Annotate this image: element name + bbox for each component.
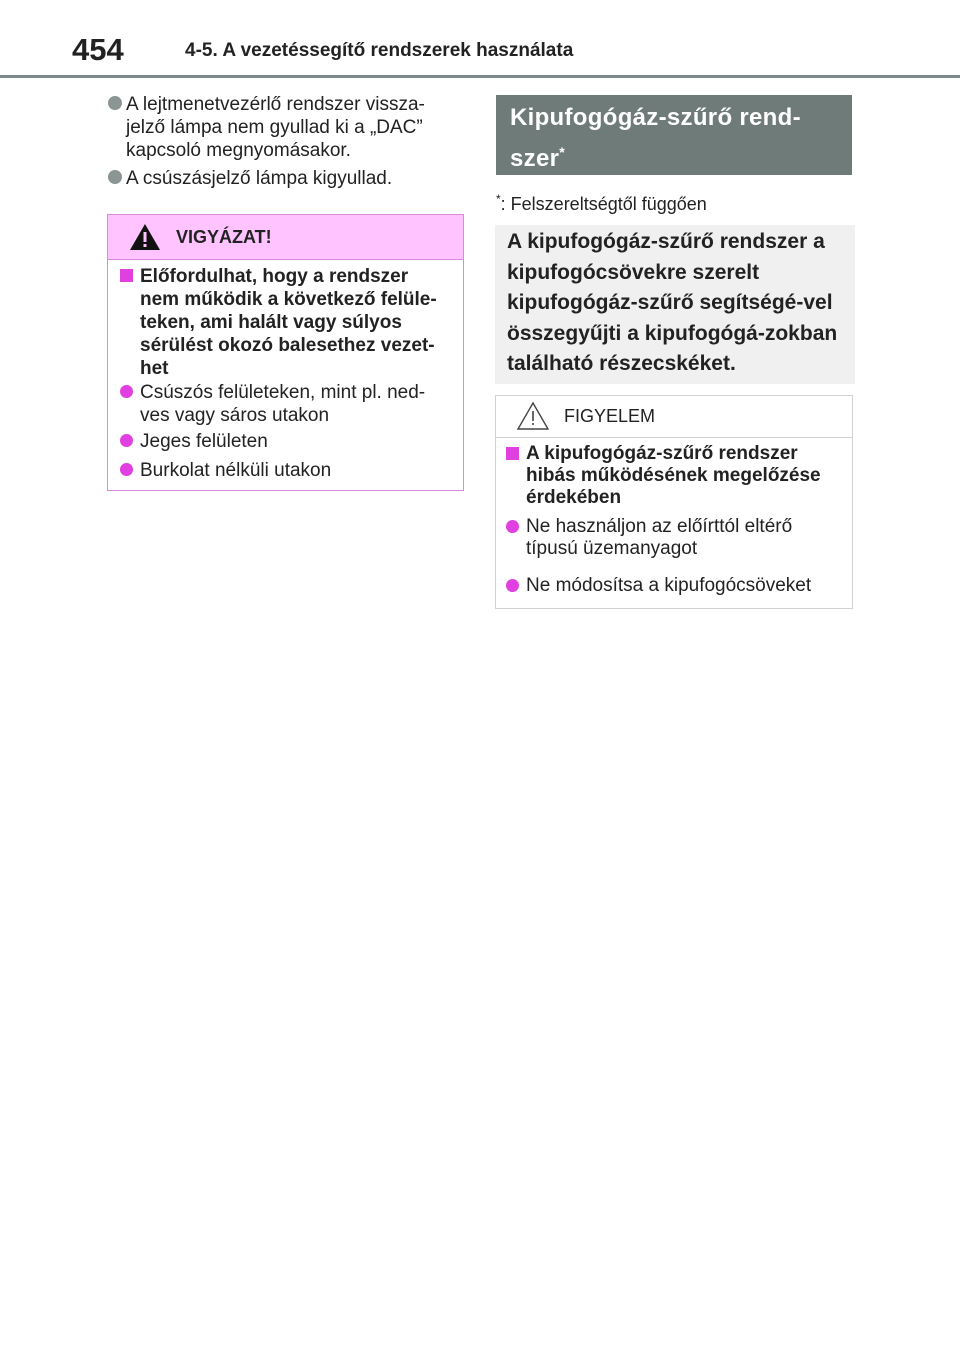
section-title-text: szer xyxy=(510,145,560,172)
section-heading xyxy=(496,95,852,175)
chapter-title: 4-5. A vezetéssegítő rendszerek használata xyxy=(185,40,574,61)
list-item xyxy=(506,575,836,597)
caution-heading xyxy=(120,265,450,380)
list-item xyxy=(120,430,450,453)
bullet-icon xyxy=(120,385,133,398)
warning-triangle-icon xyxy=(516,401,550,431)
caution-heading-text: Előfordulhat, hogy a rendszer nem működik a következő felüle-teken, ami halált vagy súlyos sérülést okozó balesethez vezet-het xyxy=(140,266,437,379)
caution-title: VIGYÁZAT! xyxy=(176,227,272,247)
list-item xyxy=(120,381,450,427)
bullet-icon xyxy=(120,463,133,476)
list-item-text: Burkolat nélküli utakon xyxy=(140,460,332,481)
list-item-text: A csúszásjelző lámpa kigyullad. xyxy=(126,168,393,189)
bullet-icon xyxy=(120,434,133,447)
section-title-line2 xyxy=(510,135,838,176)
summary-text: A kipufogógáz-szűrő rendszer a kipufogócsövekre szerelt kipufogógáz-szűrő segítségé-vel összegyűjti a kipufogógá-zokban található részecskéket. xyxy=(507,230,838,375)
footnote-marker: * xyxy=(496,192,501,206)
bullet-icon xyxy=(108,96,122,110)
list-item-text: Ne használjon az előírttól eltérő típusú üzemanyagot xyxy=(526,516,793,559)
bullet-icon xyxy=(506,520,519,533)
footnote xyxy=(496,192,707,215)
square-bullet-icon xyxy=(506,447,519,460)
list-item xyxy=(506,516,836,560)
header-rule xyxy=(0,75,960,78)
caution-box xyxy=(107,214,464,491)
notice-title: FIGYELEM xyxy=(564,406,656,426)
caution-header xyxy=(108,215,463,260)
list-item-text: Csúszós felületeken, mint pl. ned-ves vagy sáros utakon xyxy=(140,382,426,426)
list-item xyxy=(120,459,450,482)
section-title-line1: Kipufogógáz-szűrő rend- xyxy=(510,104,801,131)
list-item xyxy=(108,167,448,190)
notice-header xyxy=(496,396,852,438)
list-item-text: Jeges felületen xyxy=(140,431,268,452)
list-item xyxy=(108,93,448,162)
page-number: 454 xyxy=(72,32,124,67)
footnote-marker: * xyxy=(559,144,565,160)
summary-box xyxy=(495,225,855,384)
notice-heading xyxy=(506,443,836,509)
bullet-icon xyxy=(108,170,122,184)
warning-triangle-icon xyxy=(128,222,162,252)
list-item-text: Ne módosítsa a kipufogócsöveket xyxy=(526,575,812,596)
bullet-icon xyxy=(506,579,519,592)
notice-heading-text: A kipufogógáz-szűrő rendszer hibás működésének megelőzése érdekében xyxy=(526,443,821,508)
page-header xyxy=(0,0,960,80)
footnote-text: : Felszereltségtől függően xyxy=(500,194,707,214)
square-bullet-icon xyxy=(120,269,133,282)
list-item-text: A lejtmenetvezérlő rendszer vissza-jelző lámpa nem gyullad ki a „DAC” kapcsoló megnyomásakor. xyxy=(126,94,425,161)
notice-box xyxy=(495,395,853,609)
